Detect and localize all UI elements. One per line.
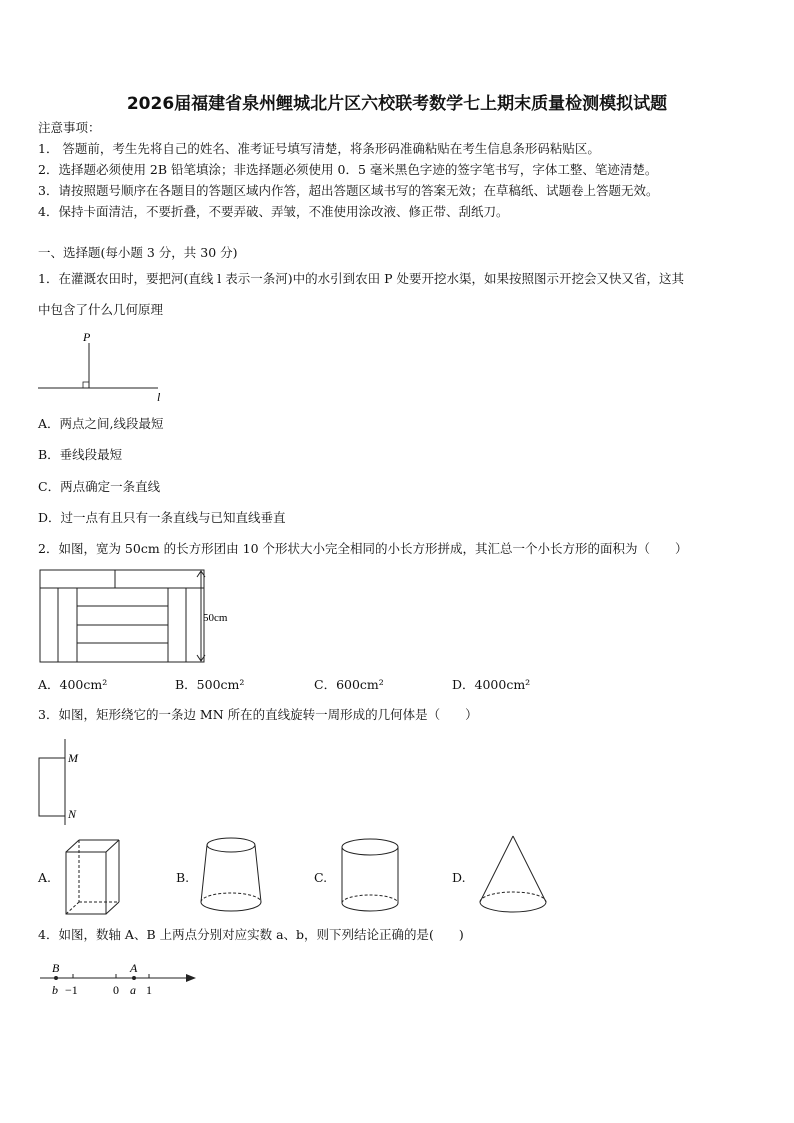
q3-stem: 3．如图，矩形绕它的一条边 MN 所在的直线旋转一周形成的几何体是（ ） [38,707,478,722]
cone-icon [477,834,549,916]
page-title: 2026届福建省泉州鲤城北片区六校联考数学七上期末质量检测模拟试题 [126,94,668,114]
q2-figure [38,568,238,666]
tick-neg1-label: −1 [65,983,78,997]
q4-number-line [36,960,206,1000]
q3-option-a: A. [38,870,52,885]
width-label: 50cm [203,612,228,624]
q3-option-c: C. [314,870,328,885]
q3-option-d: D. [452,870,466,885]
q3-figure [36,736,96,828]
frustum-icon [198,836,264,916]
point-p-label: P [83,330,91,344]
q3-option-b: B. [176,870,190,885]
q2-option-b: B．500cm² [175,677,245,692]
notice-item: 1． 答题前，考生先将自己的姓名、准考证号填写清楚，将条形码准确粘贴在考生信息条形码粘贴区。 [38,141,600,156]
section-heading: 一、选择题(每小题 3 分，共 30 分) [38,245,238,260]
notice-item: 2．选择题必须使用 2B 铅笔填涂；非选择题必须使用 0．5 毫米黑色字迹的签字笔书写，字体工整、笔迹清楚。 [38,162,658,177]
q1-stem-line2: 中包含了什么几何原理 [38,302,164,317]
notice-heading: 注意事项： [38,120,101,135]
q1-option-c: C．两点确定一条直线 [38,479,161,494]
q2-stem: 2．如图，宽为 50cm 的长方形团由 10 个形状大小完全相同的小长方形拼成，其汇总一个小长方形的面积为（ ） [38,541,688,556]
q2-option-c: C．600cm² [314,677,384,692]
point-a-label: A [130,961,138,975]
value-b-label: b [52,983,58,997]
label-n: N [68,807,77,821]
notice-item: 3．请按照题号顺序在各题目的答题区域内作答，超出答题区域书写的答案无效；在草稿纸、试题卷上答题无效。 [38,183,659,198]
q1-option-d: D．过一点有且只有一条直线与已知直线垂直 [38,510,286,525]
notice-item: 4．保持卡面清洁，不要折叠，不要弄破、弄皱，不准使用涂改液、修正带、刮纸刀。 [38,204,509,219]
q1-option-b: B．垂线段最短 [38,447,123,462]
q2-option-a: A．400cm² [38,677,108,692]
q4-stem: 4．如图，数轴 A、B 上两点分别对应实数 a、b，则下列结论正确的是( ) [38,927,464,942]
q1-stem-line1: 1．在灌溉农田时，要把河(直线 l 表示一条河)中的水引到农田 P 处要开挖水渠，如果按照图示开挖会又快又省，这其 [38,271,685,286]
tick-one-label: 1 [146,983,152,997]
cylinder-icon [339,837,401,915]
q1-option-a: A．两点之间,线段最短 [38,416,164,431]
point-b-label: B [52,961,60,975]
q2-option-d: D．4000cm² [452,677,531,692]
q1-figure [34,330,174,405]
value-a-label: a [130,983,136,997]
label-m: M [68,751,78,765]
rectangular-prism-icon [64,838,122,916]
tick-zero-label: 0 [113,983,119,997]
line-l-label: l [157,390,161,404]
